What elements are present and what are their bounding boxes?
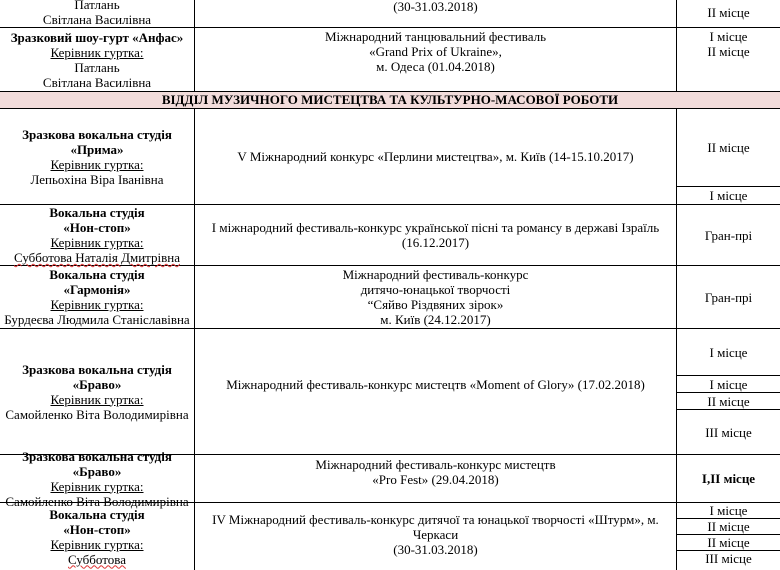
table-row: Вокальна студія «Нон-стоп» Керівник гуртка: Субботова Наталія Дмитрівна	[14, 205, 180, 265]
table-row: Вокальна студія «Гармонія» Керівник гуртка: Бурдеєва Людмила Станіславівна	[4, 267, 190, 327]
grid-line	[0, 91, 780, 92]
table-row: Зразковий шоу-гурт «Анфас» Керівник гуртка: Патлань Світлана Василівна	[10, 29, 184, 90]
table-row: Зразкова вокальна студія «Браво» Керівник гуртка: Самойленко Віта Володимирівна	[5, 448, 189, 509]
table-row: Зразкова вокальна студія «Прима» Керівник гуртка: Лепьохіна Віра Іванівна	[22, 126, 172, 187]
table-row: Зразкова вокальна студія «Браво» Керівник гуртка: Самойленко Віта Володимирівна	[5, 361, 189, 422]
table-row: Вокальна студія «Нон-стоп» Керівник гуртка: Субботова	[49, 506, 145, 567]
results-table: ВІДДІЛ МУЗИЧНОГО МИСТЕЦТВА ТА КУЛЬТУРНО-МАСОВОЇ РОБОТИ Патлань Світлана Василівна (30-31.03.2018) ІІ місце Зразковий шоу-гурт «Анфас» Керівник гуртка: Патлань Світлана Василівна Міжнародний танцювальний фестиваль «Grand Prix of Ukraine», м. Одеса (01.04.2018) І місце ІІ місце Зразкова вокальна студія «Прима» Керівник гуртка: Лепьохіна Віра Іванівна V Міжнародний конкурс «Перлини мистецтва», м. Київ (14-15.10.2017) ІІ місце І місце Вокальна студія «Нон-стоп» Керівник гуртка: Субботова Наталія Дмитрівна І міжнародний фестиваль-конкурс української пісні та романсу в державі Ізраїль (16.12.2017) Гран-прі Вокальна студія «Гармонія» Керівник гуртка: Бурдеєва Людмила Станіславівна Міжнародний фестиваль-конкурс дитячо-юнацької творчості “Сяйво Різдвяних зірок» м. Київ (24.12.2017) Гран-прі Зразкова вокальна студія «Браво» Керівник гуртка: Самойленко Віта Володимирівна Міжнародний фестиваль-конкурс мистецтв «Moment of Glory» (17.02.2018) І місце І місце ІІ місце ІІІ місце Зразкова вокальна студія «Браво» Керівник гуртка: Самойленко Віта Володимирівна Міжнародний фестиваль-конкурс мистецтв «Pro Fest» (29.04.2018) І,ІІ місце Вокальна студія «Нон-стоп» Керівник гуртка: Субботова IV Міжнародний фестиваль-конкурс дитячої та юнацької творчості «Штурм», м. Черкаси (30-31.03.2018) І місце ІІ місце ІІ місце ІІІ місце	[0, 0, 780, 570]
table-row: Патлань Світлана Василівна	[42, 0, 152, 27]
section-heading: ВІДДІЛ МУЗИЧНОГО МИСТЕЦТВА ТА КУЛЬТУРНО-МАСОВОЇ РОБОТИ	[0, 91, 780, 108]
